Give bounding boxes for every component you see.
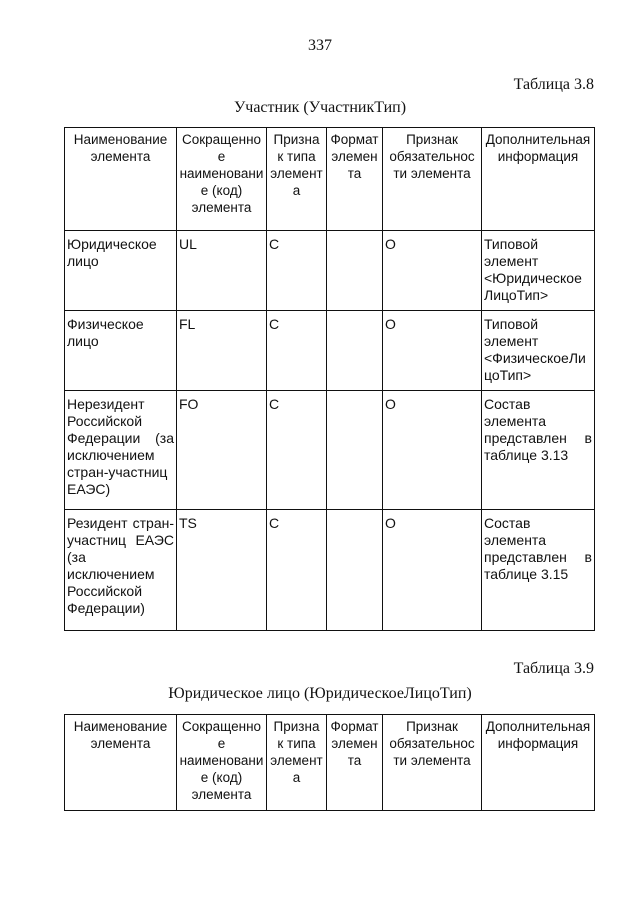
cell-type-flag: С [267, 510, 327, 631]
cell-short-name: FL [177, 311, 267, 391]
header-required-flag: Признак обязательнос ти элемента [383, 128, 482, 231]
cell-format [327, 311, 383, 391]
header-element-name: Наименование элемента [65, 715, 177, 811]
header-type-flag: Призна к типа элемент а [267, 128, 327, 231]
table-3-8-title: Участник (УчастникТип) [233, 99, 407, 116]
cell-additional-info: Типовой элемент <Юридическое ЛицоТип> [482, 231, 595, 311]
table-row [65, 510, 595, 631]
cell-short-name: FO [177, 391, 267, 510]
page-number: 337 [308, 37, 332, 54]
cell-format [327, 231, 383, 311]
table-header-row [65, 128, 595, 231]
cell-required-flag: О [383, 231, 482, 311]
cell-type-flag: С [267, 311, 327, 391]
cell-element-name: Юридическое лицо [65, 231, 177, 311]
header-type-flag: Призна к типа элемент а [267, 715, 327, 811]
cell-type-flag: С [267, 231, 327, 311]
cell-short-name: TS [177, 510, 267, 631]
cell-element-name: Физическое лицо [65, 311, 177, 391]
header-format: Формат элемен та [327, 128, 383, 231]
header-element-name: Наименование элемента [65, 128, 177, 231]
cell-required-flag: О [383, 391, 482, 510]
legal-entity-table [64, 714, 595, 811]
header-format: Формат элемен та [327, 715, 383, 811]
cell-short-name: UL [177, 231, 267, 311]
cell-format [327, 391, 383, 510]
table-row [65, 231, 595, 311]
table-header-row [65, 715, 595, 811]
table-3-9-title: Юридическое лицо (ЮридическоеЛицоТип) [168, 685, 472, 702]
header-short-name: Сокращенно е наименовани е (код) элемента [177, 715, 267, 811]
header-additional-info: Дополнительная информация [482, 715, 595, 811]
header-additional-info: Дополнительная информация [482, 128, 595, 231]
table-row [65, 391, 595, 510]
cell-type-flag: С [267, 391, 327, 510]
cell-required-flag: О [383, 311, 482, 391]
header-short-name: Сокращенно е наименовани е (код) элемента [177, 128, 267, 231]
table-3-9-label: Таблица 3.9 [513, 660, 594, 677]
cell-additional-info: Типовой элемент <ФизическоеЛи цоТип> [482, 311, 595, 391]
cell-additional-info: Состав элемента представлен в таблице 3.13 [482, 391, 595, 510]
participant-table [64, 127, 595, 631]
table-3-8-label: Таблица 3.8 [513, 76, 594, 93]
cell-element-name: Резидент стран-участниц ЕАЭС (за исключением Российской Федерации) [65, 510, 177, 631]
cell-additional-info: Состав элемента представлен в таблице 3.15 [482, 510, 595, 631]
cell-format [327, 510, 383, 631]
table-row [65, 311, 595, 391]
cell-required-flag: О [383, 510, 482, 631]
cell-element-name: Нерезидент Российской Федерации (за исключением стран-участниц ЕАЭС) [65, 391, 177, 510]
header-required-flag: Признак обязательнос ти элемента [383, 715, 482, 811]
